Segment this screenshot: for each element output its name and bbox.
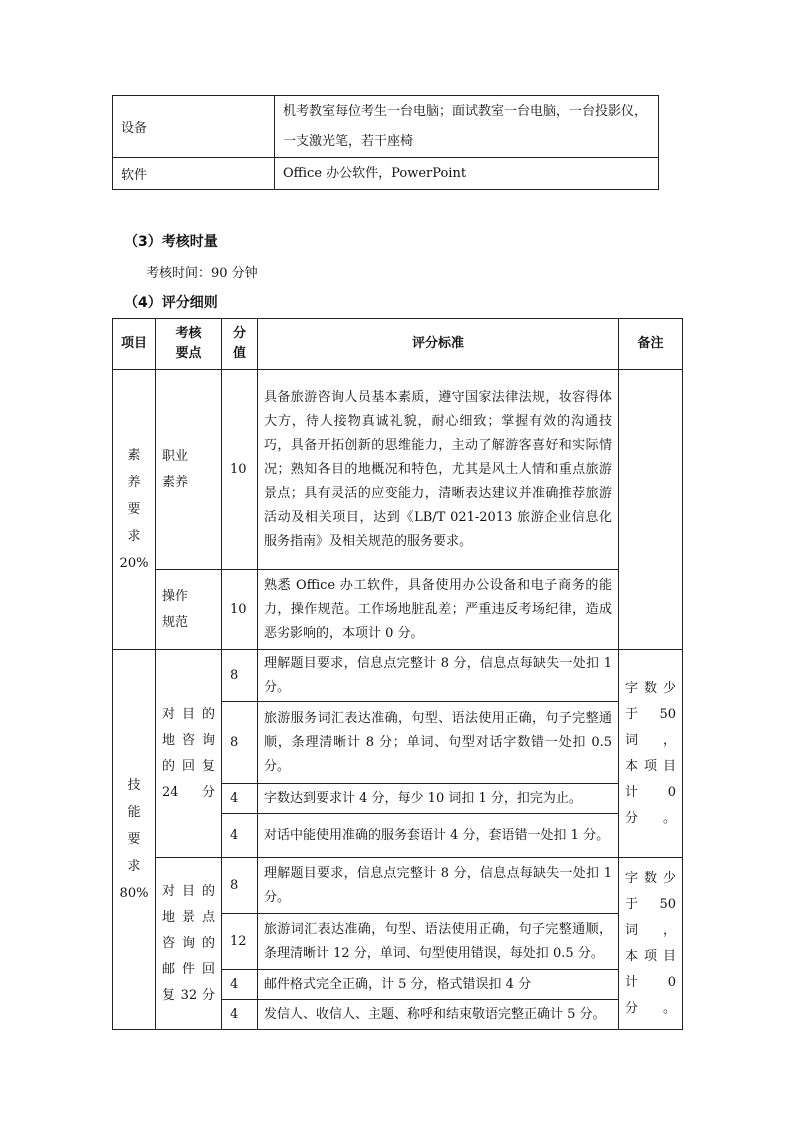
- point-operation: [156, 570, 222, 650]
- equipment-label: 设备: [113, 96, 275, 158]
- software-label: 软件: [113, 158, 275, 190]
- point-line: 咨询的: [162, 935, 215, 951]
- point-line: 复 32 分: [162, 987, 215, 1003]
- score-cell: 8: [222, 650, 258, 702]
- category-char: 养: [127, 475, 141, 490]
- point-line: 操作: [162, 588, 189, 604]
- note-line: 本项目: [625, 948, 676, 964]
- note-line: 字数少: [625, 870, 676, 886]
- software-value: Office 办公软件，PowerPoint: [275, 158, 659, 190]
- standard-cell: 对话中能使用准确的服务套语计 4 分，套语错一处扣 1 分。: [258, 814, 619, 858]
- category-char: 技: [127, 778, 141, 793]
- category-char: 能: [127, 805, 141, 820]
- score-cell: 10: [222, 370, 258, 570]
- header-score: [222, 319, 258, 370]
- equipment-table: [112, 95, 659, 190]
- point-line: 素养: [162, 474, 189, 490]
- standard-cell: 邮件格式完全正确，计 5 分，格式错误扣 4 分: [258, 970, 619, 1000]
- category-char: 要: [127, 502, 141, 517]
- note-line: 计 0 分。: [625, 784, 676, 826]
- standard-cell: 发信人、收信人、主题、称呼和结束敬语完整正确计 5 分。: [258, 1000, 619, 1030]
- header-score-line1: 分: [232, 326, 246, 341]
- point-line: 对目的: [162, 883, 215, 899]
- point-line: 邮件回: [162, 961, 215, 977]
- standard-cell: 旅游服务词汇表达准确，句型、语法使用正确，句子完整通顺，条理清晰计 8 分；单词、句型对话字数错一处扣 0.5 分。: [258, 702, 619, 784]
- standard-cell: 理解题目要求，信息点完整计 8 分，信息点每缺失一处扣 1 分。: [258, 650, 619, 702]
- note-line: 计 0 分。: [625, 974, 676, 1016]
- note-empty: [619, 370, 683, 650]
- score-cell: 8: [222, 702, 258, 784]
- note-cell: [619, 858, 683, 1030]
- note-line: 本项目: [625, 758, 676, 774]
- point-attraction-email: [156, 858, 222, 1030]
- point-line: 地咨询: [162, 732, 215, 748]
- score-cell: 4: [222, 970, 258, 1000]
- standard-cell: 具备旅游咨询人员基本素质，遵守国家法律法规，妆容得体大方，待人接物真诚礼貌，耐心细致；掌握有效的沟通技巧，具备开拓创新的思维能力，主动了解游客喜好和实际情况；熟知各目的地概况和特色，尤其是风土人情和重点旅游景点；具有灵活的应变能力，清晰表达建议并准确推荐旅游活动及相关项目，达到《LB/T 021-2013 旅游企业信息化服务指南》及相关规范的服务要求。: [258, 370, 619, 570]
- category-char: 素: [127, 448, 141, 463]
- equipment-value-line2: 一支激光笔，若干座椅: [283, 133, 414, 149]
- category-char: 求: [127, 859, 141, 874]
- point-line: 规范: [162, 614, 189, 630]
- score-cell: 8: [222, 858, 258, 914]
- point-line: 的回复: [162, 758, 215, 774]
- category-char: 要: [127, 832, 141, 847]
- note-cell: [619, 650, 683, 858]
- standard-cell: 熟悉 Office 办工软件，具备使用办公设备和电子商务的能力，操作规范。工作场地脏乱差；严重违反考场纪律，造成恶劣影响的，本项计 0 分。: [258, 570, 619, 650]
- equipment-value-line1: 机考教室每位考生一台电脑；面试教室一台电脑，一台投影仪，: [283, 103, 648, 119]
- section4-heading: （4）评分细则: [124, 295, 218, 311]
- score-cell: 10: [222, 570, 258, 650]
- header-note: 备注: [619, 319, 683, 370]
- category-skills: [113, 650, 156, 1030]
- header-points-line2: 要点: [175, 346, 202, 361]
- section3-text: 考核时间：90 分钟: [146, 266, 258, 281]
- note-line: 字数少: [625, 680, 676, 696]
- category-literacy: [113, 370, 156, 650]
- category-char: 求: [127, 529, 141, 544]
- point-line: 职业: [162, 448, 189, 464]
- header-points: [156, 319, 222, 370]
- note-line: 于 50 词，: [625, 706, 676, 748]
- point-professional: [156, 370, 222, 570]
- point-destination-reply: [156, 650, 222, 858]
- standard-cell: 理解题目要求，信息点完整计 8 分，信息点每缺失一处扣 1 分。: [258, 858, 619, 914]
- header-standard: 评分标准: [258, 319, 619, 370]
- point-line: 对目的: [162, 706, 215, 722]
- scoring-table: [112, 318, 683, 1030]
- equipment-value: [275, 96, 659, 158]
- point-line: 地景点: [162, 909, 215, 925]
- note-line: 于 50 词，: [625, 896, 676, 938]
- standard-cell: 旅游词汇表达准确，句型、语法使用正确，句子完整通顺，条理清晰计 12 分，单词、句型使用错误，每处扣 0.5 分。: [258, 914, 619, 970]
- category-char: 80%: [119, 886, 149, 901]
- point-line: 24 分: [162, 784, 215, 800]
- header-points-line1: 考核: [175, 326, 202, 341]
- header-item: 项目: [113, 319, 156, 370]
- category-char: 20%: [119, 556, 149, 571]
- standard-cell: 字数达到要求计 4 分，每少 10 词扣 1 分，扣完为止。: [258, 784, 619, 814]
- score-cell: 4: [222, 1000, 258, 1030]
- section3-heading: （3）考核时量: [124, 234, 218, 250]
- header-score-line2: 值: [232, 346, 246, 361]
- score-cell: 12: [222, 914, 258, 970]
- score-cell: 4: [222, 814, 258, 858]
- score-cell: 4: [222, 784, 258, 814]
